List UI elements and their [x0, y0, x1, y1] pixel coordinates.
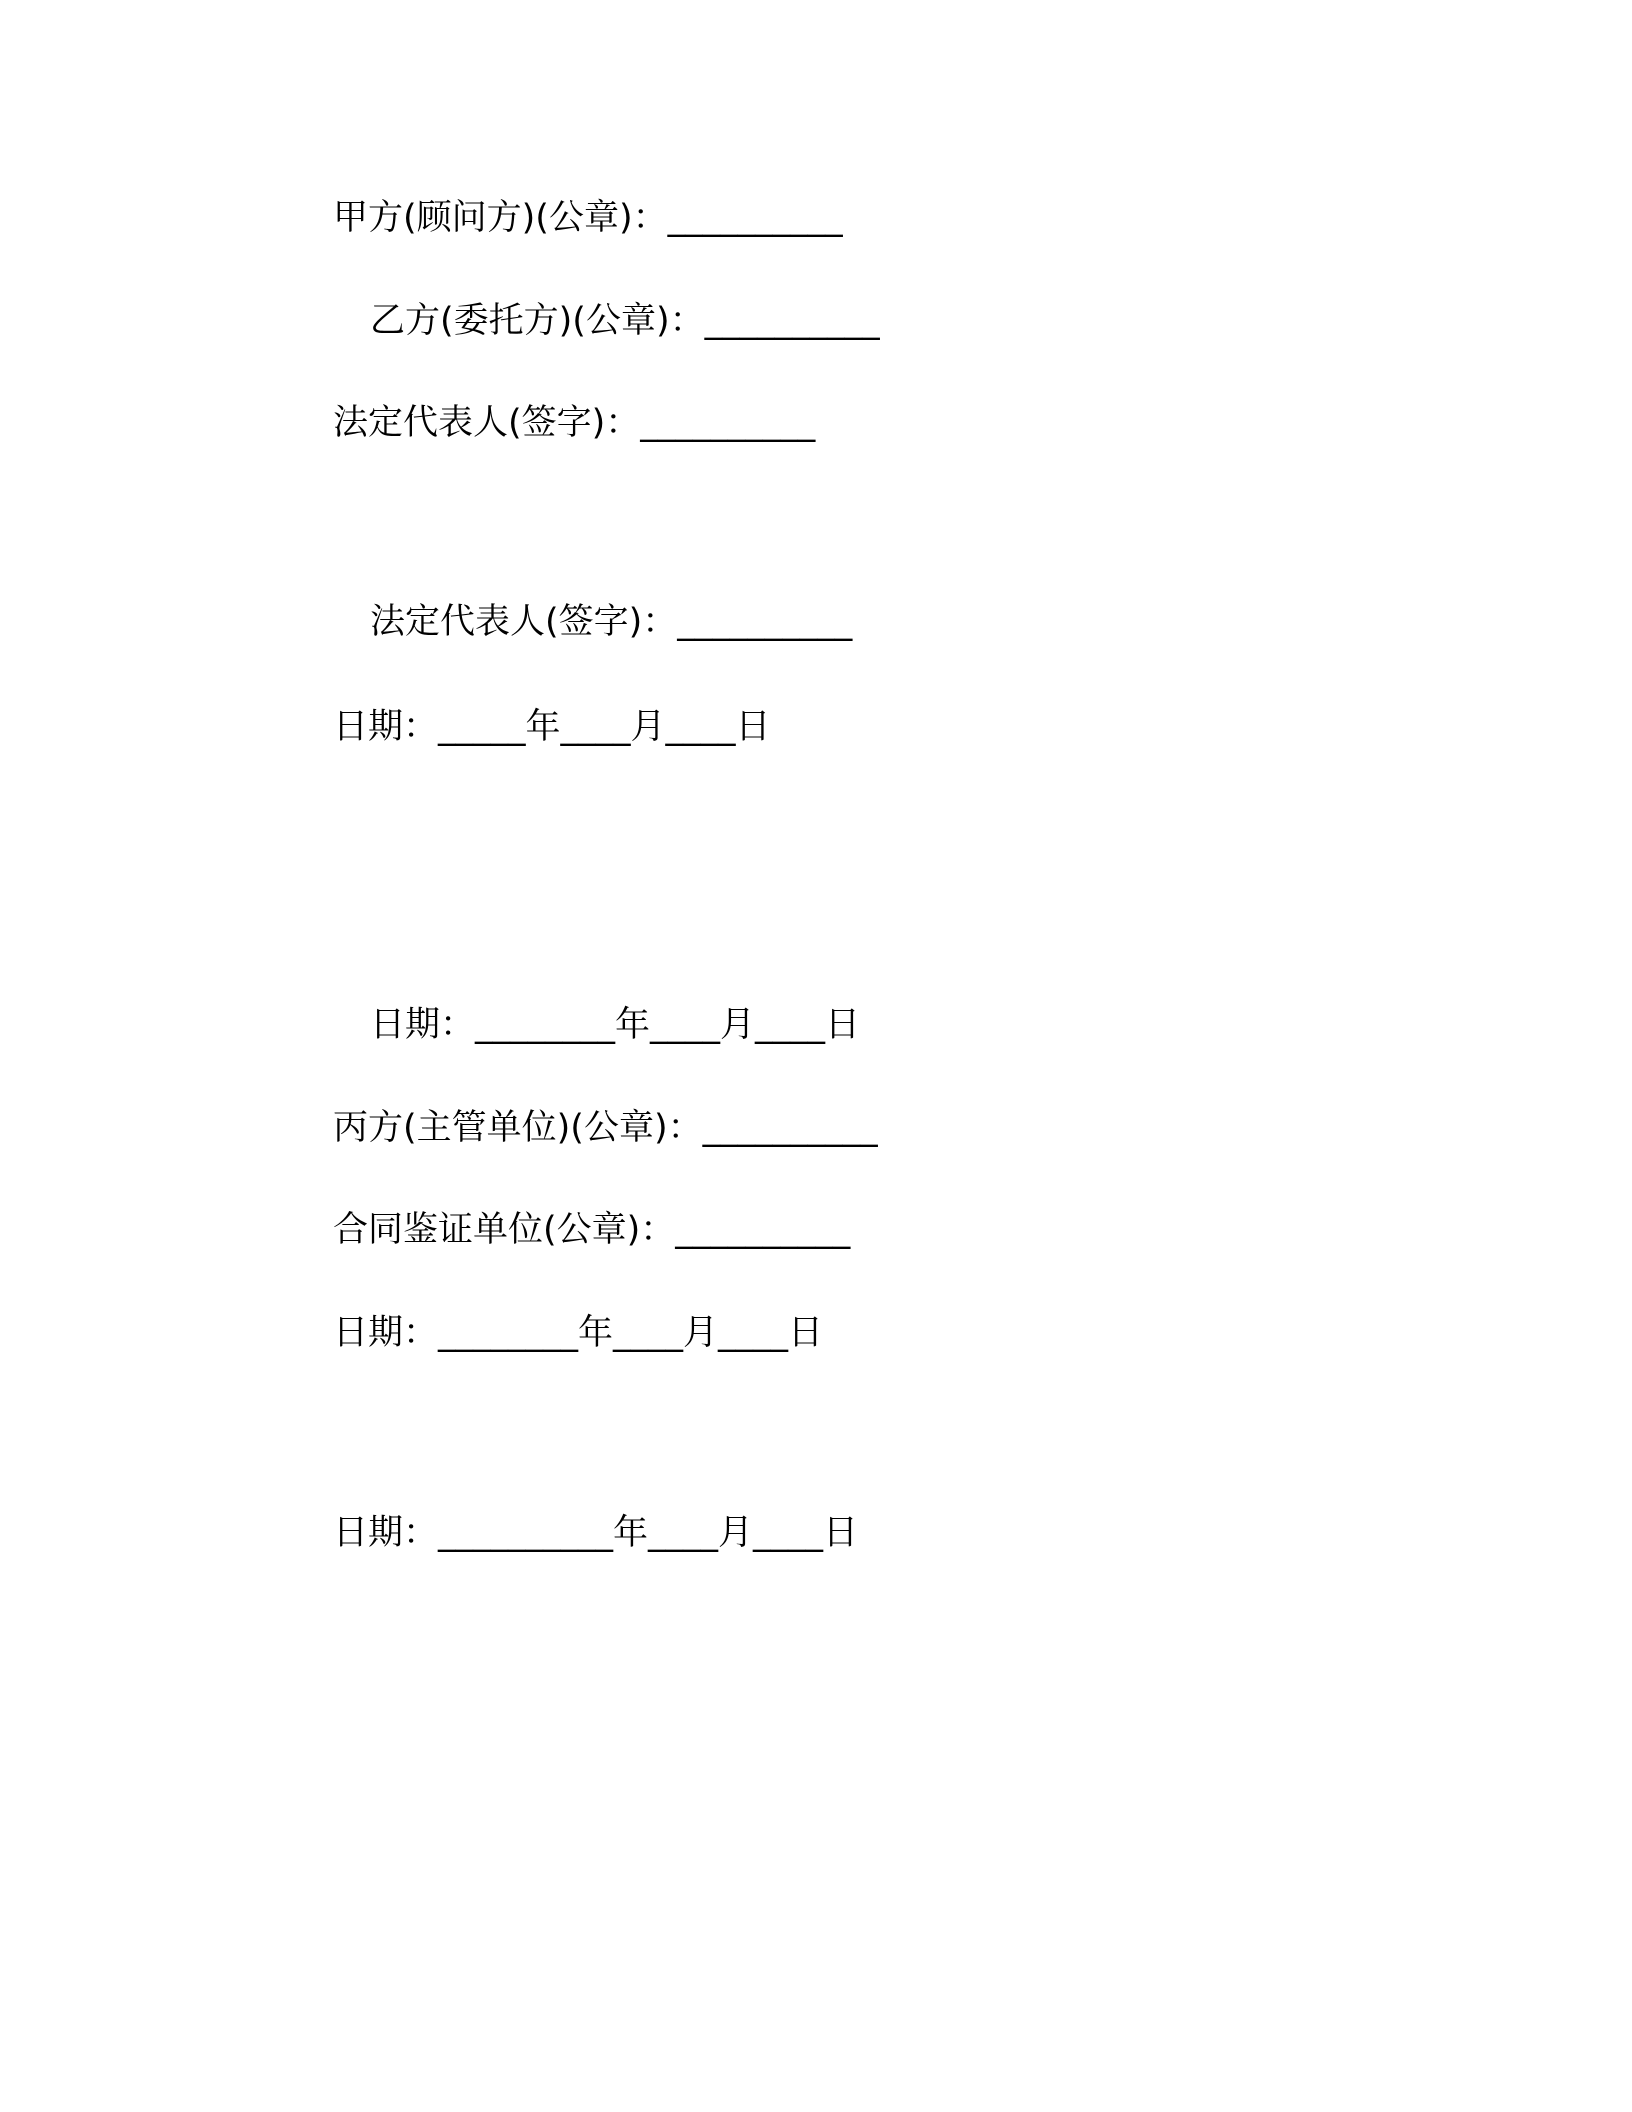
party-a-seal-line: 甲方(顾问方)(公章)：__________: [333, 198, 843, 238]
legal-rep-signature-line-2: 法定代表人(签字)：__________: [370, 602, 853, 642]
date-line-4: 日期：__________年____月____日: [333, 1513, 859, 1553]
contract-verification-seal-line: 合同鉴证单位(公章)：__________: [333, 1210, 851, 1250]
date-line-2: 日期：________年____月____日: [370, 1005, 861, 1045]
date-line-1: 日期：_____年____月____日: [333, 707, 771, 747]
date-line-3: 日期：________年____月____日: [333, 1313, 824, 1353]
party-b-seal-line: 乙方(委托方)(公章)：__________: [370, 301, 880, 341]
party-c-seal-line: 丙方(主管单位)(公章)：__________: [333, 1108, 878, 1148]
legal-rep-signature-line-1: 法定代表人(签字)：__________: [333, 403, 816, 443]
